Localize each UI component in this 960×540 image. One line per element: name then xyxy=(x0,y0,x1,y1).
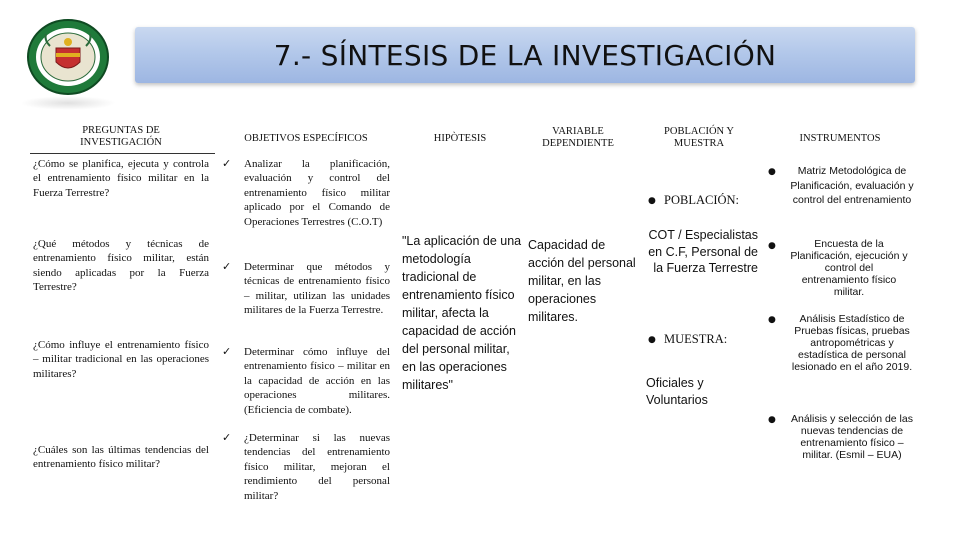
pregunta-2: ¿Qué métodos y técnicas de entrenamiento físico militar, están siendo aplicadas por la Fuerza Terrestre? xyxy=(33,238,209,294)
pregunta-3: ¿Cómo influye el entrenamiento físico – militar tradicional en las operaciones militares? xyxy=(33,339,209,380)
check-icon: ✓ xyxy=(222,345,232,358)
muestra-label: MUESTRA: xyxy=(664,332,728,346)
bullet-icon: ● xyxy=(768,415,776,425)
hipotesis-text: "La aplicación de una metodología tradicional de entrenamiento físico militar, afecta la capacidad de acción del personal militar, en las operaciones militares" xyxy=(402,234,522,392)
header-objetivos: OBJETIVOS ESPECÍFICOS xyxy=(244,133,368,144)
objetivo-2-text: Determinar que métodos y técnicas de entrenamiento físico – militar, utilizan las unidades militares de la Fuerza Terrestre. xyxy=(244,261,390,317)
header-poblacion: POBLACIÓN Y MUESTRA xyxy=(664,126,734,149)
header-instrumentos: INSTRUMENTOS xyxy=(799,133,881,144)
poblacion-text: COT / Especialistas en C.F, Personal de la Fuerza Terrestre xyxy=(648,228,758,275)
institution-logo xyxy=(26,18,110,96)
muestra-text: Oficiales y Voluntarios xyxy=(646,376,708,407)
page-title: 7.- SÍNTESIS DE LA INVESTIGACIÓN xyxy=(273,38,777,72)
objetivo-3-text: Determinar cómo influye del entrenamiento físico – militar en la capacidad de acción en las operaciones militares. (Eficiencia de combate). xyxy=(244,346,390,416)
instrumento-2: Encuesta de la Planificación, ejecución y control del entrenamiento físico militar. xyxy=(790,238,908,298)
check-icon: ✓ xyxy=(222,157,232,170)
instrumento-4: Análisis y selección de las nuevas tendencias de entrenamiento físico – militar. (Esmil – EUA) xyxy=(791,413,913,461)
header-hipotesis: HIPÒTESIS xyxy=(433,133,487,144)
bullet-icon: ● xyxy=(768,241,776,251)
header-preguntas: PREGUNTAS DE INVESTIGACIÓN xyxy=(80,125,162,148)
variable-text: Capacidad de acción del personal militar, en las operaciones militares. xyxy=(528,238,636,324)
bullet-icon: ● xyxy=(768,167,776,177)
pregunta-1: ¿Cómo se planifica, ejecuta y controla el entrenamiento físico militar en la Fuerza Terrestre? xyxy=(33,158,209,199)
check-icon: ✓ xyxy=(222,260,232,273)
bullet-icon: ● xyxy=(768,315,776,325)
header-variable: VARIABLE DEPENDIENTE xyxy=(542,126,614,149)
check-icon: ✓ xyxy=(222,431,232,444)
logo-shadow xyxy=(20,96,116,110)
bullet-icon: ● xyxy=(648,335,656,345)
pregunta-4: ¿Cuáles son las últimas tendencias del entrenamiento físico militar? xyxy=(33,444,209,471)
objetivo-1-text: Analizar la planificación, evaluación y control del entrenamiento físico militar aplicado por el Comando de Operaciones Terrestres (C.O.T) xyxy=(244,158,390,228)
title-banner xyxy=(135,27,915,83)
instrumento-3: Análisis Estadístico de Pruebas físicas, pruebas antropométricas y estadística de personal lesionado en el año 2019. xyxy=(791,313,913,373)
header-divider xyxy=(30,153,215,154)
instrumento-1: Matriz Metodológica de Planificación, evaluación y control del entrenamiento xyxy=(790,165,914,206)
objetivo-4-text: ¿Determinar si las nuevas tendencias del entrenamiento físico militar, mejoran el rendimiento del personal militar? xyxy=(244,432,390,502)
bullet-icon: ● xyxy=(648,196,656,206)
poblacion-label: POBLACIÓN: xyxy=(664,193,740,207)
